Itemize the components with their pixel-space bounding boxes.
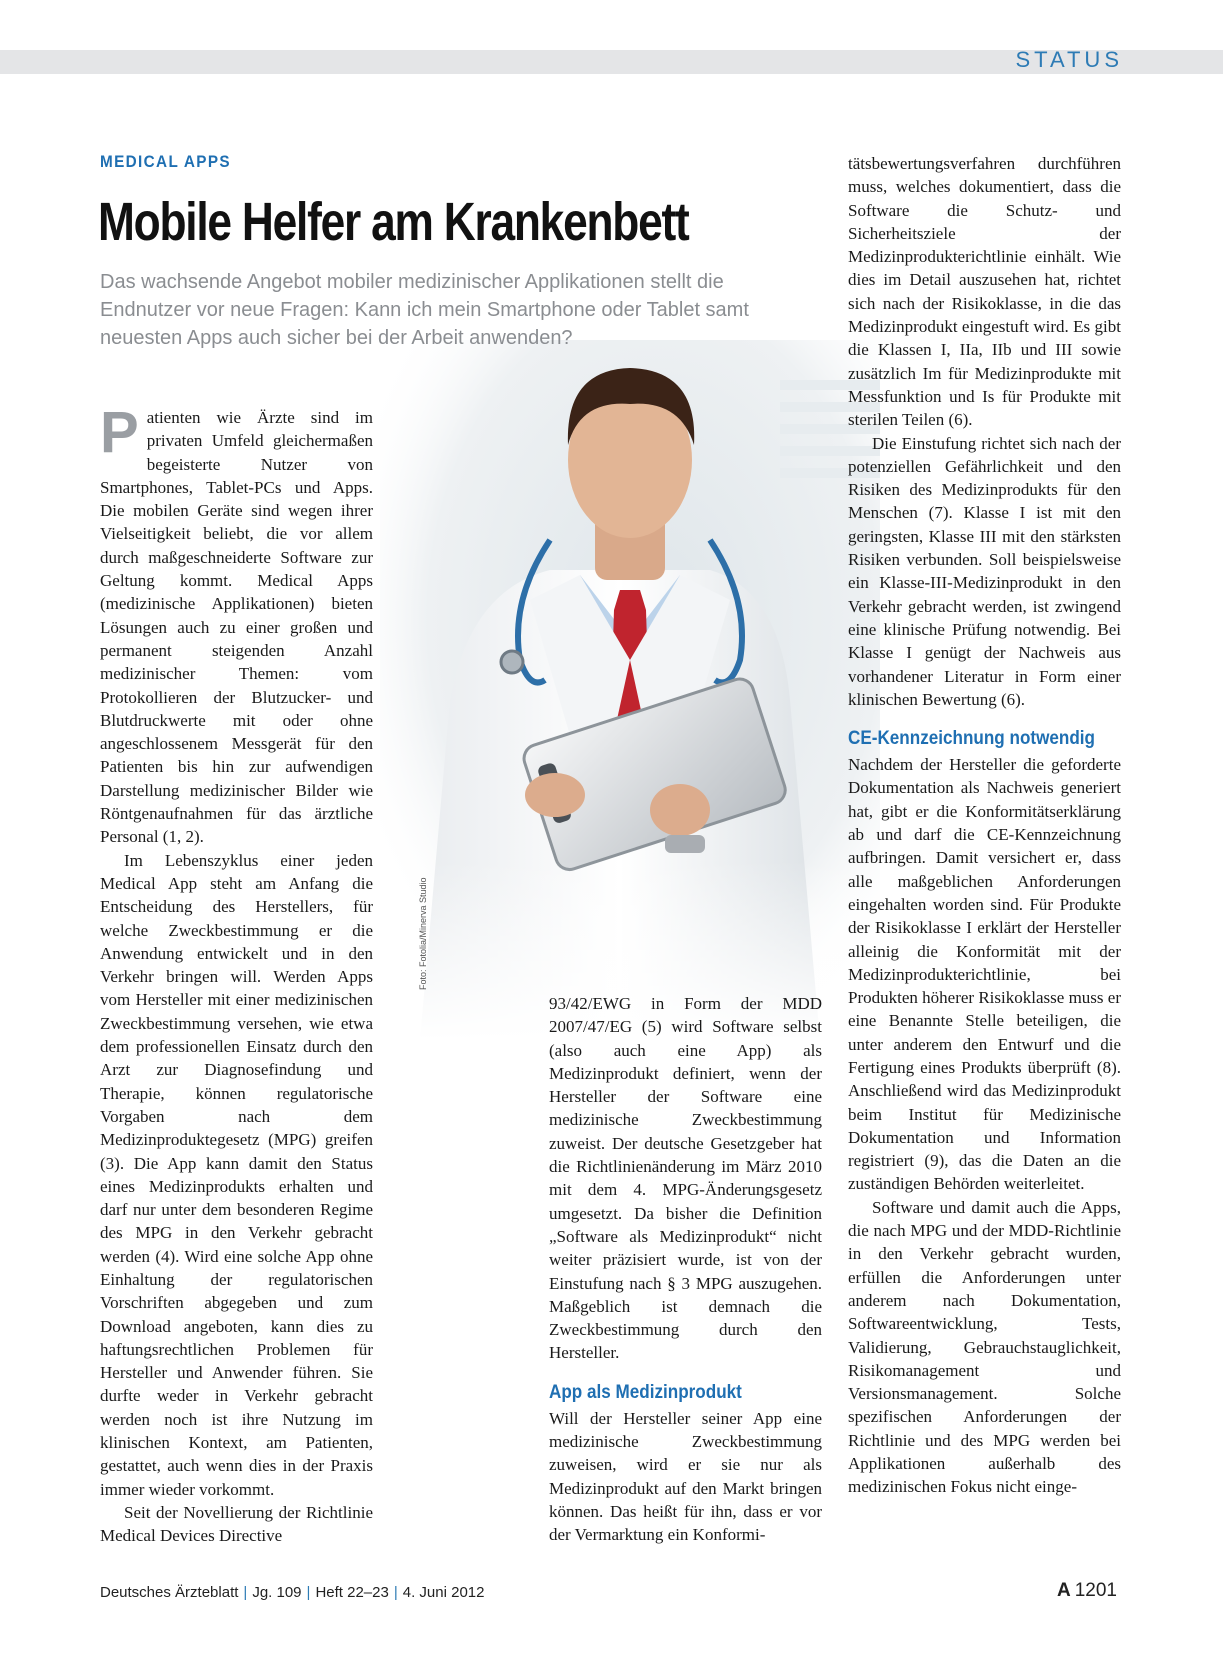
article-title: Mobile Helfer am Krankenbett (98, 192, 689, 252)
paragraph: Patienten wie Ärzte sind im privaten Umfeld gleichermaßen begeisterte Nutzer von Smartphones, Tablet-PCs und Apps. Die mobilen Geräte sind wegen ihrer Vielseitigkeit beliebt, die vor allem durch maßgeschneiderte Software zur Geltung kommt. Medical Apps (medizinische Applikationen) bieten Lösungen auch zu einer großen und permanent steigenden Anzahl medizinischer Themen: vom Protokollieren der Blutzucker- und Blutdruckwerte mit oder ohne angeschlossenem Messgerät für den Patienten bis hin zur aufwendigen Darstellung medizinischer Bilder wie Röntgenaufnahmen für das ärztliche Personal (1, 2). (100, 400, 373, 847)
article-column-1 (100, 400, 373, 1548)
subheading: App als Medizinprodukt (549, 1381, 742, 1403)
section-label: STATUS (1015, 47, 1123, 72)
journal-volume: Jg. 109 (252, 1584, 302, 1601)
journal-issue: Heft 22–23 (315, 1584, 389, 1601)
page-footer: Deutsches Ärzteblatt | Jg. 109 | Heft 22–23 | 4. Juni 2012 (100, 1584, 485, 1601)
paragraph: Im Lebenszyklus einer jeden Medical App steht am Anfang die Entscheidung des Herstellers, für welche Zweckbestimmung er die Anwendung entwickelt und in den Verkehr bringen will. Werden Apps vom Hersteller mit einer medizinischen Zweckbestimmung versehen, wie etwa dem professionellen Einsatz durch den Arzt zur Diagnosefindung und Therapie, können regulatorische Vorgaben nach dem Medizinproduktegesetz (MPG) greifen (3). Die App kann damit den Status eines Medizinprodukts erhalten und darf nur unter dem besonderen Regime des MPG in den Verkehr gebracht werden (4). Wird eine solche App ohne Einhaltung der regulatorischen Vorschriften abgegeben und zum Download angeboten, kann dies zu haftungsrechtlichen Problemen für Hersteller und Anwender führen. Sie durfte weder in Verkehr gebracht werden noch ist ihre Nutzung im klinischen Kontext, am Patienten, gestattet, auch wenn dies in der Praxis immer wieder vorkommt. (100, 850, 373, 1499)
issue-date: 4. Juni 2012 (402, 1584, 485, 1601)
paragraph: Nachdem der Hersteller die geforderte Dokumentation als Nachweis generiert hat, gibt er die Konformitätserklärung ab und darf die CE-Kennzeichnung aufbringen. Damit versichert er, dass alle maßgeblichen Anforderungen eingehalten worden sind. Für Produkte der Risikoklasse I erklärt der Hersteller alleinig die Konformität mit der Medizinprodukterichtlinie, bei Produkten höherer Risikoklasse muss er eine Benannte Stelle beteiligen, die unter anderem den Entwurf und die Fertigung eines Produkts überprüft (8). Anschließend wird das Medizinprodukt beim Institut für Medizinische Dokumentation und Information registriert (9), das die Daten an die zuständigen Behörden weiterleitet. (848, 755, 1121, 1194)
article-lead: Das wachsende Angebot mobiler medizinischer Applikationen stellt die Endnutzer vor neue Fragen: Kann ich mein Smartphone oder Tablet samt neuesten Apps auch sicher bei der Arbeit anwenden? (100, 271, 749, 349)
subheading: CE-Kennzeichnung notwendig (848, 728, 1095, 750)
paragraph: Software und damit auch die Apps, die nach MPG und der MDD-Richtlinie in den Verkehr gebracht wurden, erfüllen die Anforderungen unter anderem nach Dokumentation, Softwareentwicklung, Tests, Validierung, Gebrauchstauglichkeit, Risikomanagement und Versionsmanagement. Solche spezifischen Anforderungen der Richtlinie und des MPG werden bei Applikationen außerhalb des medizinischen Fokus nicht einge- (848, 1197, 1121, 1497)
article-column-3 (848, 152, 1121, 1499)
page-number: A 1201 (1056, 1580, 1117, 1601)
journal-name: Deutsches Ärzteblatt (100, 1584, 239, 1601)
photo-credit: Foto: Fotolia/Minerva Studio (418, 877, 428, 990)
drop-cap: P (100, 400, 139, 465)
paragraph: Will der Hersteller seiner App eine medizinische Zweckbestimmung zuweisen, wird er sie nur als Medizinprodukt auf den Markt bringen können. Das heißt für ihn, dass er vor der Vermarktung ein Konformi- (549, 1408, 822, 1545)
doctor-with-tablet-photo (380, 340, 880, 1040)
paragraph: Seit der Novellierung der Richtlinie Medical Devices Directive (100, 1502, 373, 1546)
article-column-2 (549, 992, 822, 1547)
paragraph: Die Einstufung richtet sich nach der potenziellen Gefährlichkeit und den Risiken des Medizinprodukts für den Menschen (7). Klasse I ist mit den geringsten, Klasse III mit den stärksten Risiken verbunden. Soll beispielsweise ein Klasse-III-Medizinprodukt in den Verkehr gebracht werden, ist zwingend eine klinische Prüfung notwendig. Bei Klasse I genügt der Nachweis aus vorhandener Literatur in Form einer klinischen Bewertung (6). (848, 433, 1121, 709)
paragraph: tätsbewertungsverfahren durchführen muss, welches dokumentiert, dass die Software die Schutz- und Sicherheitsziele der Medizinprodukterichtlinie einhält. Wie dies im Detail auszusehen hat, richtet sich nach der Risikoklasse, in die das Medizinprodukt eingestuft wird. Es gibt die Klassen I, IIa, IIb und III sowie zusätzlich Im für Medizinprodukte mit Messfunktion und Is für Produkte mit sterilen Teilen (6). (848, 154, 1121, 430)
paragraph: 93/42/EWG in Form der MDD 2007/47/EG (5) wird Software selbst (also auch eine App) als Medizinprodukt definiert, wenn der Hersteller der Software eine medizinische Zweckbestimmung zuweist. Der deutsche Gesetzgeber hat die Richtlinienänderung im März 2010 mit dem 4. MPG-Änderungsgesetz umgesetzt. Da bisher die Definition „Software als Medizinprodukt“ nicht weiter präzisiert wurde, ist von der Einstufung nach § 3 MPG auszugehen. Maßgeblich ist demnach die Zweckbestimmung durch den Hersteller. (549, 994, 822, 1363)
article-kicker: MEDICAL APPS (100, 152, 231, 171)
